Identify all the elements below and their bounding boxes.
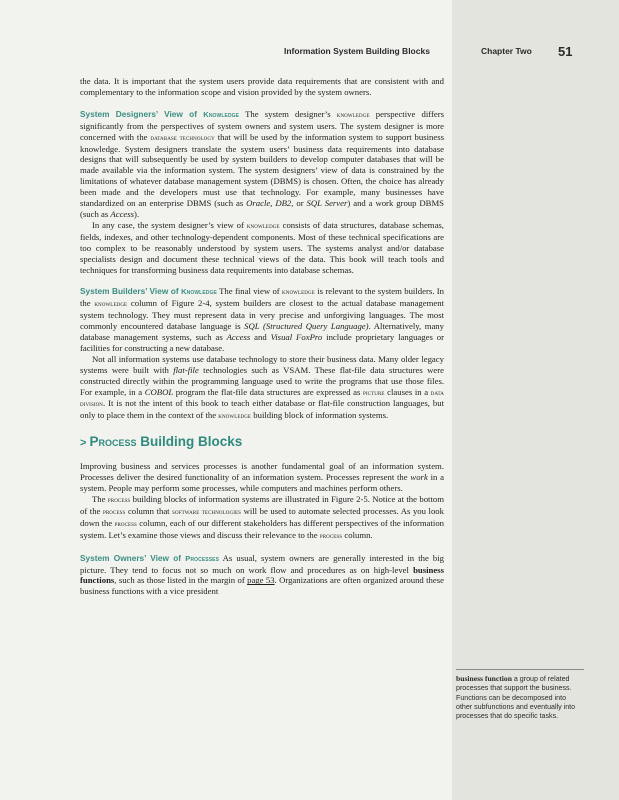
text: column of Figure 2-4, system builders are closest to the actual database management system technology. They must represent data in very precise and unforgiving languages. The most commonly encountered database language is [80, 298, 445, 332]
chevron-right-icon: > [80, 437, 87, 450]
text: . Alternatively, many database management systems, such as [80, 321, 444, 343]
italic-term: Access [110, 208, 135, 219]
text: building block of information systems. [251, 410, 389, 421]
definition-text: a group of related processes that support the business. Functions can be decomposed into other subfunctions and eventually into processes that do specific tasks. [456, 675, 576, 721]
chapter-label: Chapter Two [481, 46, 532, 56]
smallcaps-term: process [114, 518, 137, 528]
text: . It is not the intent of this book to teach either database or flat-file construction languages, but only to place them in the context of the [80, 398, 444, 421]
smallcaps-term: picture [363, 387, 385, 397]
body-text [80, 76, 444, 597]
text: column. [342, 529, 373, 540]
paragraph-builders [80, 286, 444, 353]
subheading-text: System Builders’ View of [80, 286, 182, 297]
text: , or [291, 198, 307, 209]
paragraph [80, 220, 444, 276]
heading-text: Building Blocks [136, 434, 243, 450]
definition-term: business function [456, 674, 512, 683]
text: The system designer’s [239, 108, 337, 119]
text: Not all information systems use database technology to store their business data. Many older legacy systems were built with [80, 353, 444, 375]
margin-divider [456, 669, 584, 670]
text: include proprietary languages or facilities for constructing a new database. [80, 332, 445, 353]
smallcaps-term: data division [80, 387, 445, 409]
subheading-smallcaps: Knowledge [203, 109, 240, 119]
italic-term: SQL Server [306, 198, 348, 209]
subheading-builders [80, 286, 217, 296]
text: and [250, 332, 271, 343]
italic-term: Oracle [246, 198, 271, 209]
subheading-smallcaps: Processes [185, 553, 220, 563]
italic-term: flat-file [173, 364, 199, 375]
paragraph-designers [80, 109, 444, 220]
smallcaps-term: knowledge [218, 411, 252, 421]
text: . Organizations are often organized around these business functions with a vice president [80, 575, 444, 597]
text: column, each of our different stakeholders has different perspectives of the information system. Let’s examine those views and discuss their relevance to the [80, 517, 445, 540]
text: in a system. People may perform some processes, while computers and machines perform others. [80, 472, 444, 494]
text: consists of data structures, database schemas, fields, indexes, and other technology-dependent components. Most of these technical specifications are too complex to be reasonably understood by system users. The systems analyst and/or database specialists design and document these technical views of the data. This book will teach tools and techniques for transforming business data requirements into database schemas. [80, 219, 444, 275]
subheading-text: System Designers’ View of [80, 108, 204, 119]
paragraph [80, 494, 444, 542]
subheading-smallcaps: Knowledge [181, 287, 217, 297]
paragraph [80, 354, 444, 422]
smallcaps-term: process [107, 495, 131, 504]
italic-term: Visual FoxPro [270, 332, 323, 343]
smallcaps-term: knowledge [282, 287, 315, 297]
text: ). [134, 208, 140, 219]
italic-term: work [410, 472, 428, 483]
text: is relevant to the system builders. In the [80, 286, 444, 309]
text: perspective differs significantly from the perspectives of system owners and system users. The system designer is more concerned with the [80, 108, 445, 142]
smallcaps-term: database technology [150, 132, 215, 142]
text: column that [125, 505, 173, 516]
bold-term: business functions [80, 564, 444, 586]
smallcaps-term: process [319, 530, 343, 540]
text: As usual, system owners are generally interested in the big picture. They tend to focus not so much on work flow and procedures as on high-level [80, 552, 445, 575]
page-link[interactable]: page 53 [247, 575, 275, 586]
text: clauses in a [384, 386, 431, 397]
italic-term: DB2 [275, 198, 292, 209]
text: In any case, the system designer’s view of [92, 219, 247, 230]
text: ) and a work group DBMS (such as [80, 198, 445, 219]
running-title: Information System Building Blocks [284, 46, 430, 56]
paragraph-owners [80, 553, 444, 598]
running-header [0, 44, 619, 60]
text: that will be used by the information system to support business knowledge. System designers translate the system users’ business data requirements into database designs that will subsequently be used by system builders to develop computer databases that will be made available via the information system. The system designers’ view of data is constrained by the limitations of whatever database management system (DBMS) is chosen. Often, the choice has already been made and the developers must use that technology. For example, many businesses have standardized on an enterprise DBMS (such as [80, 131, 444, 209]
italic-term: Access [226, 332, 251, 343]
smallcaps-term: knowledge [336, 109, 370, 119]
text: program the flat-file data structures are expressed as [173, 386, 364, 397]
smallcaps-term: software technologies [172, 506, 242, 516]
subheading-text: System Owners’ View of [80, 552, 186, 563]
text: technologies such as VSAM. These flat-file data structures were constructed directly within the programming language used to write the programs that use those files. For example, in a [80, 364, 444, 397]
text: , [270, 198, 276, 209]
smallcaps-term: knowledge [246, 220, 280, 230]
paragraph [80, 461, 444, 494]
text: building blocks of information systems are illustrated in Figure 2-5. Notice at the bottom of the [80, 494, 444, 516]
text: The final view of [216, 286, 283, 297]
subheading-designers [80, 109, 239, 119]
subheading-owners [80, 553, 219, 563]
heading-smallcaps: Process [89, 434, 137, 450]
margin-definition [456, 674, 576, 721]
smallcaps-term: knowledge [94, 299, 128, 309]
text: , such as those listed in the margin of [114, 575, 248, 586]
page-number: 51 [558, 44, 573, 59]
section-heading-process [80, 434, 444, 451]
italic-term: COBOL [144, 386, 174, 397]
text: The [92, 494, 108, 504]
smallcaps-term: process [102, 506, 126, 516]
paragraph: the data. It is important that the system users provide data requirements that are consistent with and complementary to the information scope and vision provided by the system owners. [80, 76, 444, 97]
italic-term: SQL (Structured Query Language) [244, 321, 369, 332]
text: Improving business and services processes is another fundamental goal of an information system. Processes deliver the desired functionality of an information system. Processes represent the [80, 461, 444, 483]
text: will be used to automate selected processes. As you look down the [80, 505, 444, 528]
